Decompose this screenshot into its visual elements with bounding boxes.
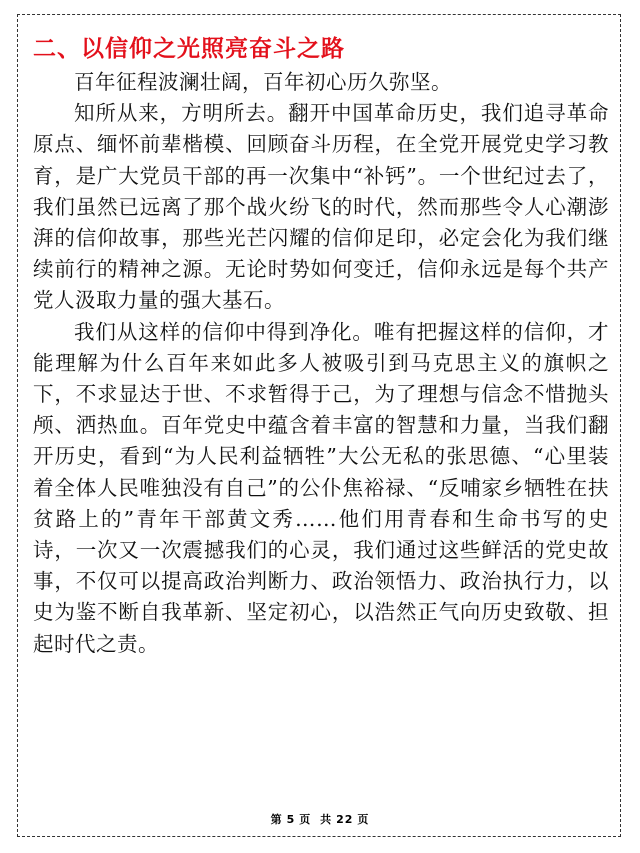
total-pages-number: 22 bbox=[336, 813, 354, 826]
section-heading: 二、以信仰之光照亮奋斗之路 bbox=[33, 36, 345, 62]
page-footer bbox=[0, 811, 640, 827]
footer-total-unit: 页 bbox=[357, 813, 370, 826]
footer-prefix: 第 bbox=[270, 813, 283, 826]
footer-total-prefix: 共 bbox=[320, 813, 333, 826]
paragraph: 我们从这样的信仰中得到净化。唯有把握这样的信仰，才能理解为什么百年来如此多人被吸引到马克思主义的旗帜之下，不求显达于世、不求暂得于己，为了理想与信念不惜抛头颅、洒热血。百年党史中蕴含着丰富的智慧和力量，当我们翻开历史，看到“为人民利益牺牲”大公无私的张思德、“心里装着全体人民唯独没有自己”的公仆焦裕禄、“反哺家乡牺牲在扶贫路上的”青年干部黄文秀……他们用青春和生命书写的史诗，一次又一次震撼我们的心灵，我们通过这些鲜活的党史故事，不仅可以提高政治判断力、政治领悟力、政治执行力，以史为鉴不断自我革新、坚定初心，以浩然正气向历史致敬、担起时代之责。 bbox=[33, 319, 609, 656]
paragraph: 百年征程波澜壮阔，百年初心历久弥坚。 bbox=[74, 70, 452, 94]
footer-page-unit: 页 bbox=[299, 813, 312, 826]
current-page-number: 5 bbox=[286, 813, 296, 826]
document-body bbox=[33, 34, 609, 660]
paragraph: 知所从来，方明所去。翻开中国革命历史，我们追寻革命原点、缅怀前辈楷模、回顾奋斗历程，在全党开展党史学习教育，是广大党员干部的再一次集中“补钙”。一个世纪过去了，我们虽然已远离了那个战火纷飞的时代，然而那些令人心潮澎湃的信仰故事，那些光芒闪耀的信仰足印，必定会化为我们继续前行的精神之源。无论时势如何变迁，信仰永远是每个共产党人汲取力量的强大基石。 bbox=[33, 101, 609, 313]
